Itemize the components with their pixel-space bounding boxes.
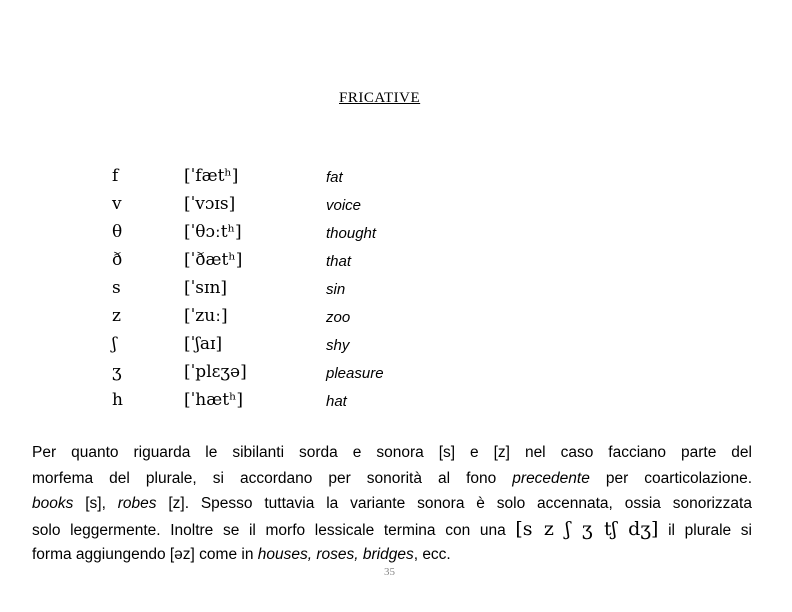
phoneme-symbol: ʒ (112, 362, 122, 382)
example-word: shy (326, 337, 350, 354)
text-run: per coarticolazione. (589, 469, 752, 487)
paragraph-line-5 (32, 542, 752, 568)
phonetic-transcription: [ˈplɛʒə] (184, 362, 247, 382)
phonetic-transcription: [ˈðætʰ] (184, 250, 243, 270)
phoneme-symbol: ʃ (112, 334, 117, 354)
phoneme-symbol: f (112, 166, 119, 186)
paragraph-line-3 (32, 491, 752, 517)
phoneme-symbol: v (112, 194, 122, 214)
text-run: , ecc. (413, 546, 451, 563)
phonetic-transcription: [ˈsɪn] (184, 278, 228, 298)
text-run: il plurale si (658, 521, 753, 539)
example-word: pleasure (326, 365, 384, 382)
paragraph-line-1: Per quanto riguarda le sibilanti sorda e sonora [s] e [z] nel caso facciano parte del (32, 444, 752, 461)
example-word: thought (326, 225, 377, 242)
text-run: solo leggermente. Inoltre se il morfo lessicale termina con una (32, 521, 516, 539)
phonetic-transcription: [ˈʃaɪ] (184, 334, 223, 354)
page-title: FRICATIVE (339, 90, 421, 106)
phoneme-symbol: z (112, 306, 121, 326)
phoneme-symbol: θ (112, 222, 123, 242)
example-word: voice (326, 197, 362, 214)
example-words: houses, roses, bridges (257, 546, 414, 563)
example-word: zoo (326, 309, 351, 326)
paragraph-line-4 (32, 517, 752, 543)
example-word: books (32, 495, 74, 512)
phonetic-transcription: [ˈfætʰ] (184, 166, 239, 186)
ipa-sibilants: [s z ʃ ʒ tʃ dʒ] (515, 517, 659, 540)
phonetic-transcription: [ˈvɔɪs] (184, 194, 236, 214)
phonetic-transcription: [ˈzuː] (184, 306, 228, 326)
body-paragraph (32, 440, 752, 568)
text-run: [s], (73, 495, 118, 512)
text-run: [z]. Spesso tuttavia la variante sonora è solo accennata, ossia sonorizzata (156, 495, 752, 512)
phonetic-transcription: [ˈθɔːtʰ] (184, 222, 242, 242)
phonetic-transcription: [ˈhætʰ] (184, 390, 244, 410)
text-run: forma aggiungendo [əz] come in (32, 546, 258, 563)
example-word: hat (326, 393, 347, 410)
phoneme-symbol: s (112, 278, 121, 298)
example-word: sin (326, 281, 346, 298)
page-number: 35 (384, 566, 395, 578)
phoneme-symbol: ð (112, 250, 123, 270)
phoneme-symbol: h (112, 390, 123, 410)
example-word: fat (326, 169, 343, 186)
text-run: morfema del plurale, si accordano per sonorità al fono (32, 469, 513, 487)
paragraph-line-2 (32, 466, 752, 492)
example-word: robes (117, 495, 157, 512)
example-word: that (326, 253, 352, 270)
emphasis-text: precedente (512, 469, 590, 487)
